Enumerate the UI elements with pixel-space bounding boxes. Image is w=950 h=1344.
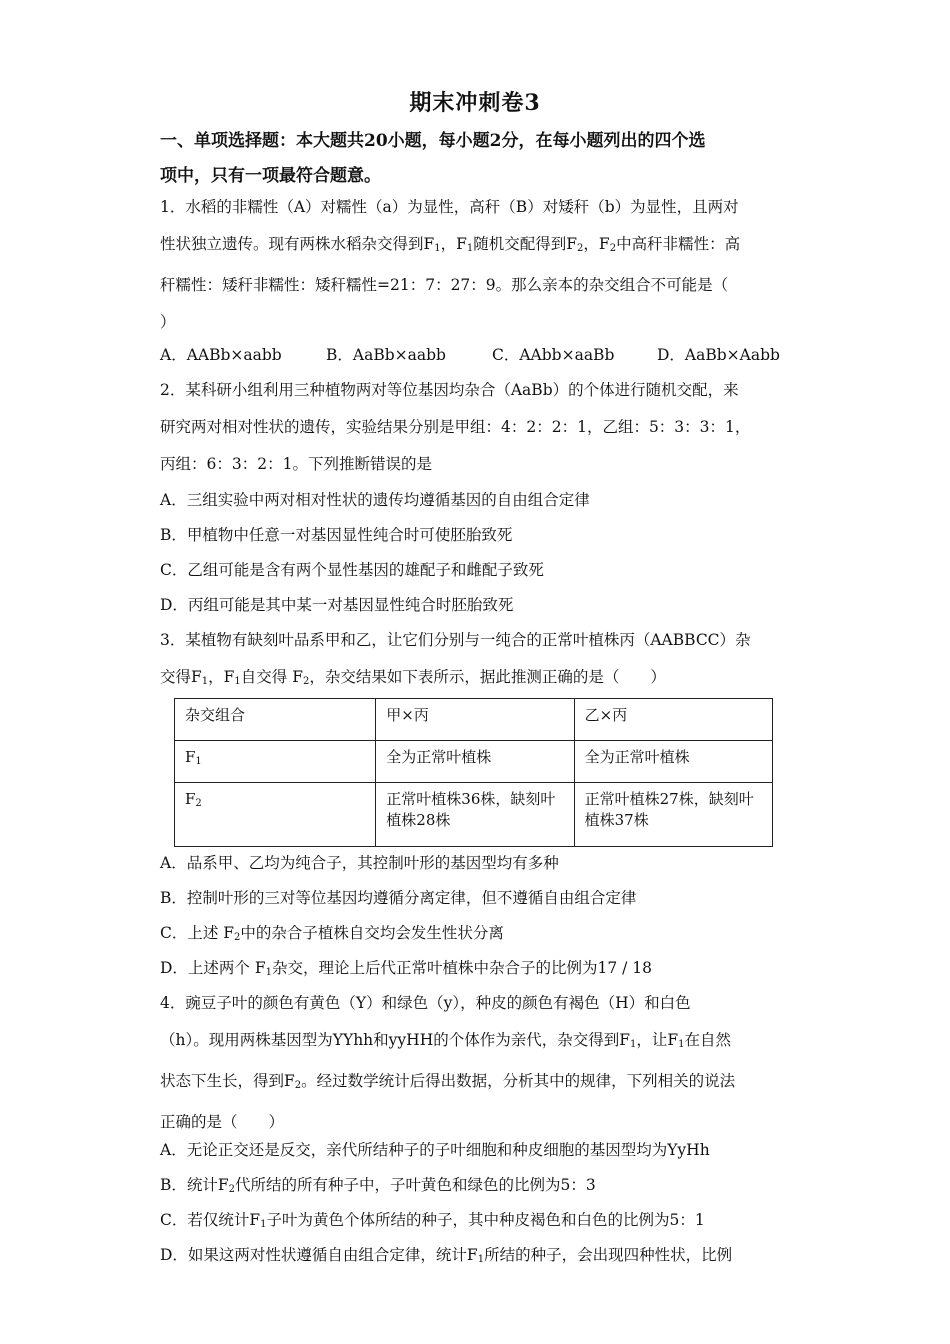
question-line: 2．某科研小组利用三种植物两对等位基因均杂合（AaBb）的个体进行随机交配，来 bbox=[160, 381, 739, 399]
question-line: （h）。现用两株基因型为YYhh和yyHH的个体作为亲代，杂交得到$F_1$，让$F_1$在自然 bbox=[160, 1031, 731, 1050]
section-heading bbox=[160, 124, 800, 194]
section-heading-line: 项中，只有一项最符合题意。 bbox=[160, 166, 381, 186]
cross-result-table bbox=[174, 698, 773, 847]
question-3 bbox=[160, 622, 800, 700]
table-cell: 全为正常叶植株 bbox=[376, 741, 574, 783]
option-b: B．控制叶形的三对等位基因均遵循分离定律，但不遵循自由组合定律 bbox=[160, 889, 637, 907]
option-c: C．上述 $F_2$中的杂合子植株自交均会发生性状分离 bbox=[160, 924, 504, 943]
table-row-label: $F_2$ bbox=[175, 783, 376, 847]
page-title: 期末冲刺卷3 bbox=[409, 90, 541, 116]
question-1-options bbox=[160, 345, 800, 365]
option-d: D．如果这两对性状遵循自由组合定律，统计$F_1$所结的种子，会出现四种性状，比例 bbox=[160, 1246, 733, 1265]
section-heading-line: 一、单项选择题：本大题共20小题，每小题2分，在每小题列出的四个选 bbox=[160, 131, 706, 151]
question-4 bbox=[160, 985, 800, 1141]
question-line: ） bbox=[160, 313, 176, 331]
option-d: D．AaBb×Aabb bbox=[657, 346, 780, 364]
table-header-cell: 乙×丙 bbox=[574, 699, 772, 741]
question-line: 交得$F_1$，$F_1$自交得 $F_2$，杂交结果如下表所示，据此推测正确的是（ ） bbox=[160, 668, 666, 687]
question-line: 状态下生长，得到$F_2$。经过数学统计后得出数据，分析其中的规律，下列相关的说法 bbox=[160, 1072, 736, 1091]
option-a: A．三组实验中两对相对性状的遗传均遵循基因的自由组合定律 bbox=[160, 491, 590, 509]
table-row bbox=[175, 741, 773, 783]
table-row bbox=[175, 699, 773, 741]
option-a: A．品系甲、乙均为纯合子，其控制叶形的基因型均有多种 bbox=[160, 854, 559, 872]
option-b: B．甲植物中任意一对基因显性纯合时可使胚胎致死 bbox=[160, 526, 513, 544]
question-line: 4．豌豆子叶的颜色有黄色（Y）和绿色（y），种皮的颜色有褐色（H）和白色 bbox=[160, 994, 691, 1012]
table-cell: 全为正常叶植株 bbox=[574, 741, 772, 783]
option-b: B．AaBb×aabb bbox=[326, 346, 446, 364]
table-cell: 正常叶植株36株，缺刻叶植株28株 bbox=[376, 783, 574, 847]
option-c: C．乙组可能是含有两个显性基因的雄配子和雌配子致死 bbox=[160, 561, 544, 579]
table-header-cell: 杂交组合 bbox=[175, 699, 376, 741]
option-a: A．无论正交还是反交，亲代所结种子的子叶细胞和种皮细胞的基因型均为YyHh bbox=[160, 1141, 710, 1159]
option-c: C．若仅统计$F_1$子叶为黄色个体所结的种子，其中种皮褐色和白色的比例为5：1 bbox=[160, 1211, 705, 1230]
table-header-cell: 甲×丙 bbox=[376, 699, 574, 741]
table-row-label: $F_1$ bbox=[175, 741, 376, 783]
question-line: 丙组：6：3：2：1。下列推断错误的是 bbox=[160, 455, 432, 473]
option-c: C．AAbb×aaBb bbox=[492, 346, 615, 364]
question-line: 研究两对相对性状的遗传，实验结果分别是甲组：4：2：2：1，乙组：5：3：3：1， bbox=[160, 418, 751, 436]
question-line: 3．某植物有缺刻叶品系甲和乙，让它们分别与一纯合的正常叶植株丙（AABBCC）杂 bbox=[160, 631, 751, 649]
question-line: 秆糯性：矮秆非糯性：矮秆糯性=21：7：27：9。那么亲本的杂交组合不可能是（ bbox=[160, 276, 729, 294]
option-d: D．上述两个 $F_1$杂交，理论上后代正常叶植株中杂合子的比例为17 / 18 bbox=[160, 959, 653, 978]
question-2 bbox=[160, 372, 800, 483]
table-row bbox=[175, 783, 773, 847]
question-line: 性状独立遗传。现有两株水稻杂交得到$F_1$，$F_1$随机交配得到$F_2$，$F_2$中高秆非糯性：高 bbox=[160, 235, 741, 254]
question-line: 1．水稻的非糯性（A）对糯性（a）为显性，高秆（B）对矮秆（b）为显性，且两对 bbox=[160, 198, 739, 216]
question-1 bbox=[160, 189, 800, 341]
option-d: D．丙组可能是其中某一对基因显性纯合时胚胎致死 bbox=[160, 596, 514, 614]
option-b: B．统计$F_2$代所结的所有种子中，子叶黄色和绿色的比例为5：3 bbox=[160, 1176, 596, 1195]
table-cell: 正常叶植株27株，缺刻叶植株37株 bbox=[574, 783, 772, 847]
option-a: A．AABb×aabb bbox=[160, 346, 282, 364]
question-line: 正确的是（ ） bbox=[160, 1113, 285, 1131]
